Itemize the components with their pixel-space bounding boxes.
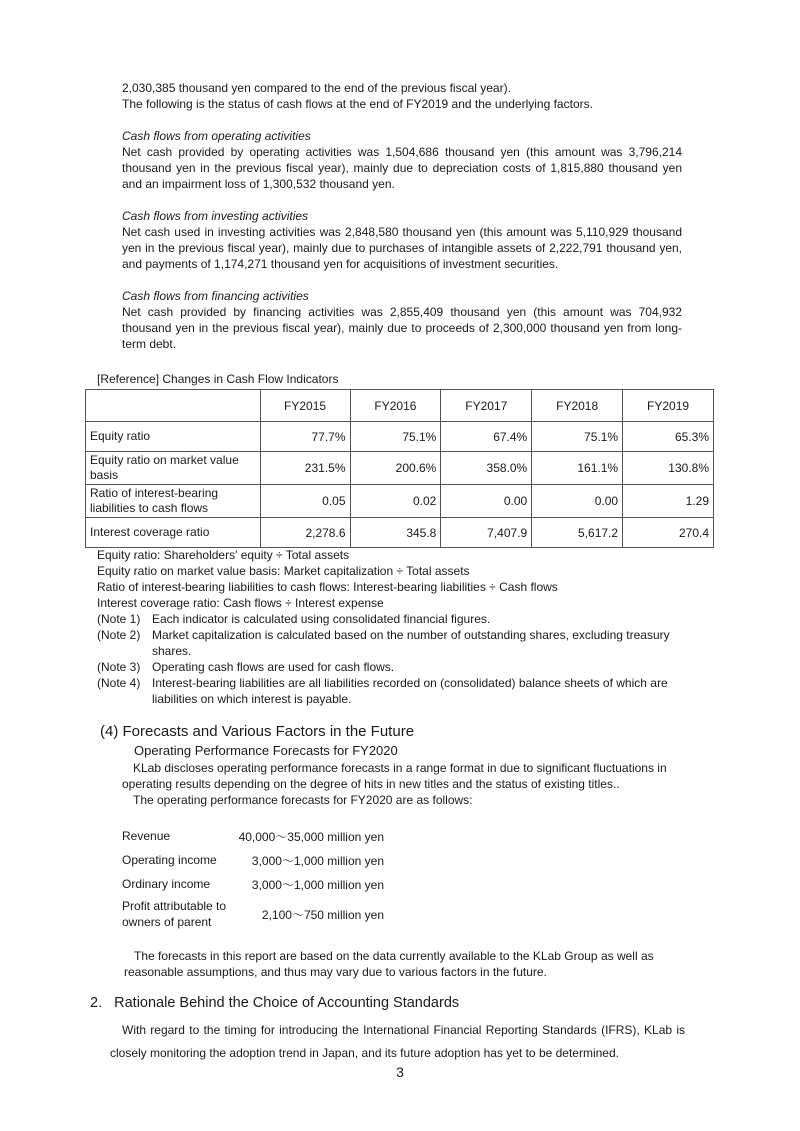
- table-cell: 65.3%: [623, 422, 714, 452]
- note-item: [97, 611, 697, 627]
- forecast-row: [122, 848, 394, 872]
- table-row: [86, 452, 714, 485]
- financing-section: [122, 288, 682, 352]
- table-cell: 200.6%: [350, 452, 441, 485]
- definition-line: Equity ratio on market value basis: Market capitalization ÷ Total assets: [97, 564, 470, 578]
- forecast-value: 3,000～1,000 million yen: [251, 853, 384, 868]
- column-header: FY2018: [532, 390, 623, 422]
- table-cell: 0.00: [441, 485, 532, 518]
- note-item: [97, 659, 697, 675]
- table-cell: 0.02: [350, 485, 441, 518]
- table-cell: 270.4: [623, 518, 714, 548]
- intro-block: [122, 80, 682, 112]
- forecast-label: Revenue: [122, 829, 171, 843]
- forecast-row: [122, 824, 394, 848]
- note-label: (Note 1): [97, 612, 141, 626]
- note-label: (Note 2): [97, 628, 141, 642]
- table-cell: 0.00: [532, 485, 623, 518]
- section-4-heading: [100, 723, 414, 740]
- definition-line: Ratio of interest-bearing liabilities to cash flows: Interest-bearing liabilities ÷ Cash flows: [97, 580, 558, 594]
- table-cell: 67.4%: [441, 422, 532, 452]
- section-4-number: (4): [100, 723, 119, 740]
- note-label: (Note 3): [97, 660, 141, 674]
- note-text: Operating cash flows are used for cash flows.: [152, 660, 395, 674]
- forecast-row: [122, 872, 394, 896]
- table-cell: 345.8: [350, 518, 441, 548]
- table-cell: 75.1%: [350, 422, 441, 452]
- forecast-paragraphs: [122, 760, 687, 808]
- note-text: Interest-bearing liabilities are all liabilities recorded on (consolidated) balance sheets of which are liabilities on which interest is payable.: [152, 676, 668, 706]
- cash-flow-indicators-table: [85, 389, 714, 548]
- table-cell: 75.1%: [532, 422, 623, 452]
- table-row: [86, 485, 714, 518]
- table-cell: 2,278.6: [260, 518, 350, 548]
- forecast-value: 40,000～35,000 million yen: [238, 829, 384, 844]
- table-cell: 7,407.9: [441, 518, 532, 548]
- note-item: [97, 627, 697, 659]
- row-label: Interest coverage ratio: [86, 518, 261, 548]
- note-item: [97, 675, 697, 707]
- reference-caption: [Reference] Changes in Cash Flow Indicators: [97, 372, 339, 386]
- table-cell: 231.5%: [260, 452, 350, 485]
- table-row: [86, 518, 714, 548]
- page-number: 3: [396, 1064, 404, 1080]
- row-label: Ratio of interest-bearing liabilities to cash flows: [86, 485, 261, 518]
- table-cell: 161.1%: [532, 452, 623, 485]
- operating-text: Net cash provided by operating activities was 1,504,686 thousand yen (this amount was 3,796,214 thousand yen in the previous fiscal year), mainly due to depreciation costs of 1,815,880 thousand yen and an impairment loss of 1,300,532 thousand yen.: [122, 145, 682, 191]
- intro-line-1: 2,030,385 thousand yen compared to the end of the previous fiscal year).: [122, 81, 511, 95]
- note-text: Market capitalization is calculated based on the number of outstanding shares, excluding treasury shares.: [152, 628, 670, 658]
- forecast-row: [122, 896, 394, 932]
- table-cell: 0.05: [260, 485, 350, 518]
- table-cell: 358.0%: [441, 452, 532, 485]
- table-header-blank: [86, 390, 261, 422]
- column-header: FY2017: [441, 390, 532, 422]
- definition-line: Equity ratio: Shareholders' equity ÷ Total assets: [97, 548, 350, 562]
- operating-section: [122, 128, 682, 192]
- financing-text: Net cash provided by financing activities was 2,855,409 thousand yen (this amount was 704,932 thousand yen in the previous fiscal year), mainly due to proceeds of 2,300,000 thousand yen from long-term debt.: [122, 305, 682, 351]
- forecast-para-1: KLab discloses operating performance forecasts in a range format in due to significant fluctuations in operating results depending on the degree of hits in new titles and the status of existing titles..: [122, 761, 667, 791]
- row-label: Equity ratio on market value basis: [86, 452, 261, 485]
- table-cell: 130.8%: [623, 452, 714, 485]
- operating-heading: Cash flows from operating activities: [122, 129, 311, 143]
- section-2-text: With regard to the timing for introducing the International Financial Reporting Standards (IFRS), KLab is closely monitoring the adoption trend in Japan, and its future adoption has yet to be determined.: [110, 1023, 685, 1060]
- column-header: FY2015: [260, 390, 350, 422]
- row-label: Equity ratio: [86, 422, 261, 452]
- forecast-closing-text: The forecasts in this report are based on the data currently available to the KLab Group as well as reasonable assumptions, and thus may vary due to various factors in the future.: [124, 949, 654, 979]
- investing-heading: Cash flows from investing activities: [122, 209, 309, 223]
- column-header: FY2019: [623, 390, 714, 422]
- table-cell: 77.7%: [260, 422, 350, 452]
- investing-section: [122, 208, 682, 272]
- definition-line: Interest coverage ratio: Cash flows ÷ Interest expense: [97, 596, 384, 610]
- section-4-subtitle: Operating Performance Forecasts for FY2020: [134, 743, 398, 758]
- section-2-title: Rationale Behind the Choice of Accounting Standards: [114, 995, 460, 1011]
- forecast-value: 2,100～750 million yen: [261, 907, 384, 922]
- table-cell: 5,617.2: [532, 518, 623, 548]
- note-label: (Note 4): [97, 676, 141, 690]
- financing-heading: Cash flows from financing activities: [122, 289, 309, 303]
- investing-text: Net cash used in investing activities was 2,848,580 thousand yen (this amount was 5,110,929 thousand yen in the previous fiscal year), mainly due to purchases of intangible assets of 2,222,791 thousand yen, and payments of 1,174,271 thousand yen for acquisitions of investment securities.: [122, 225, 682, 271]
- section-4-title: Forecasts and Various Factors in the Future: [122, 723, 415, 740]
- forecast-label: Profit attributable to owners of parent: [122, 899, 227, 929]
- table-header-row: [86, 390, 714, 422]
- column-header: FY2016: [350, 390, 441, 422]
- forecast-value: 3,000～1,000 million yen: [251, 877, 384, 892]
- section-2-heading: [90, 995, 459, 1011]
- intro-line-2: The following is the status of cash flows at the end of FY2019 and the underlying factors.: [122, 97, 593, 111]
- forecast-label: Operating income: [122, 853, 217, 867]
- forecast-para-2: The operating performance forecasts for FY2020 are as follows:: [133, 793, 473, 807]
- forecast-closing: [124, 948, 684, 980]
- table-row: [86, 422, 714, 452]
- note-text: Each indicator is calculated using consolidated financial figures.: [152, 612, 491, 626]
- forecast-table: [122, 824, 394, 932]
- table-cell: 1.29: [623, 485, 714, 518]
- indicator-definitions: [97, 547, 697, 707]
- section-2-number: 2.: [90, 995, 103, 1011]
- forecast-label: Ordinary income: [122, 877, 211, 891]
